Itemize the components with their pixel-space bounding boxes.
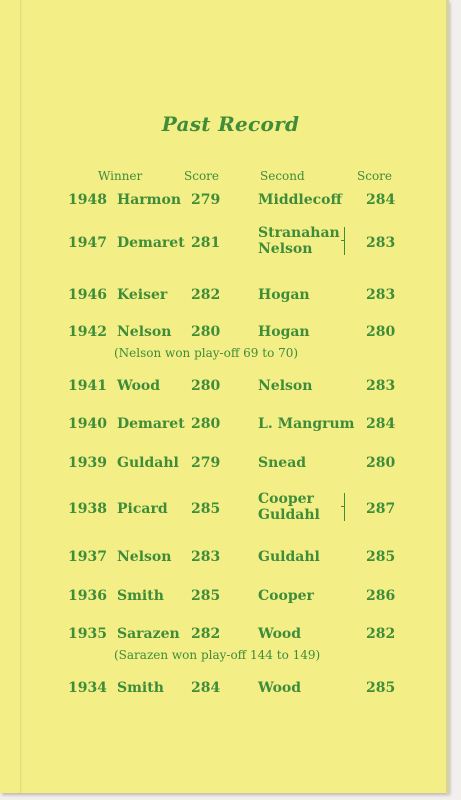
row-year: 1939 <box>68 455 107 471</box>
row-note: (Nelson won play-off 69 to 70) <box>114 346 299 360</box>
row-second <box>258 225 340 257</box>
row-year: 1934 <box>68 680 107 696</box>
row-second <box>258 626 301 642</box>
row-second-score: 283 <box>366 287 396 303</box>
row-winner: Sarazen <box>117 626 180 642</box>
row-winner-score: 283 <box>191 549 221 565</box>
row-second-score: 280 <box>366 324 396 340</box>
row-second <box>258 549 320 565</box>
row-year: 1946 <box>68 287 107 303</box>
row-second <box>258 491 320 523</box>
row-second-score: 283 <box>366 235 396 251</box>
row-winner-score: 285 <box>191 588 221 604</box>
header-winner: Winner <box>98 169 143 183</box>
row-year: 1938 <box>68 501 107 517</box>
row-second <box>258 416 355 432</box>
row-winner-score: 282 <box>191 626 221 642</box>
row-year: 1940 <box>68 416 107 432</box>
row-note: (Sarazen won play-off 144 to 149) <box>114 648 321 662</box>
second-name: Guldahl <box>258 549 320 565</box>
row-winner-score: 280 <box>191 378 221 394</box>
row-winner-score: 281 <box>191 235 221 251</box>
row-winner: Smith <box>117 588 164 604</box>
row-winner: Guldahl <box>117 455 179 471</box>
row-second <box>258 378 312 394</box>
row-winner: Picard <box>117 501 168 517</box>
second-name: Cooper <box>258 491 314 507</box>
row-second-score: 286 <box>366 588 396 604</box>
row-second <box>258 192 342 208</box>
second-name: Snead <box>258 455 307 471</box>
page-title: Past Record <box>161 112 300 136</box>
row-second-score: 283 <box>366 378 396 394</box>
bracket <box>344 493 351 521</box>
header-score: Score <box>184 169 220 183</box>
second-name: Hogan <box>258 324 310 340</box>
row-second-score: 287 <box>366 501 396 517</box>
second-name: L. Mangrum <box>258 416 355 432</box>
row-second <box>258 680 301 696</box>
row-winner-score: 279 <box>191 455 221 471</box>
row-second <box>258 588 314 604</box>
header-second: Second <box>260 169 305 183</box>
second-name: Hogan <box>258 287 310 303</box>
row-second-score: 285 <box>366 680 396 696</box>
second-name: Guldahl <box>258 507 320 523</box>
second-name: Nelson <box>258 241 313 257</box>
row-winner: Demaret <box>117 416 185 432</box>
row-year: 1936 <box>68 588 107 604</box>
second-name: Nelson <box>258 378 313 394</box>
second-name: Middlecoff <box>258 192 342 208</box>
row-winner: Nelson <box>117 549 172 565</box>
row-second-score: 284 <box>366 416 396 432</box>
header-second-score: Score <box>357 169 393 183</box>
second-name: Wood <box>258 626 302 642</box>
row-year: 1935 <box>68 626 107 642</box>
row-winner-score: 280 <box>191 324 221 340</box>
row-winner: Harmon <box>117 192 182 208</box>
row-second-score: 280 <box>366 455 396 471</box>
row-second <box>258 455 306 471</box>
row-winner-score: 285 <box>191 501 221 517</box>
row-winner: Nelson <box>117 324 172 340</box>
bracket <box>344 227 351 255</box>
row-year: 1941 <box>68 378 107 394</box>
second-name: Stranahan <box>258 225 340 241</box>
row-second <box>258 287 310 303</box>
row-year: 1947 <box>68 235 107 251</box>
row-year: 1937 <box>68 549 107 565</box>
row-winner: Smith <box>117 680 164 696</box>
row-year: 1948 <box>68 192 107 208</box>
second-name: Cooper <box>258 588 314 604</box>
row-second-score: 284 <box>366 192 396 208</box>
row-winner: Keiser <box>117 287 168 303</box>
row-year: 1942 <box>68 324 107 340</box>
row-winner-score: 284 <box>191 680 221 696</box>
row-winner-score: 280 <box>191 416 221 432</box>
row-winner-score: 279 <box>191 192 221 208</box>
row-winner-score: 282 <box>191 287 221 303</box>
row-second-score: 282 <box>366 626 396 642</box>
card-edge <box>446 0 449 795</box>
row-second <box>258 324 310 340</box>
row-winner: Demaret <box>117 235 185 251</box>
second-name: Wood <box>258 680 302 696</box>
row-winner: Wood <box>117 378 161 394</box>
row-second-score: 285 <box>366 549 396 565</box>
